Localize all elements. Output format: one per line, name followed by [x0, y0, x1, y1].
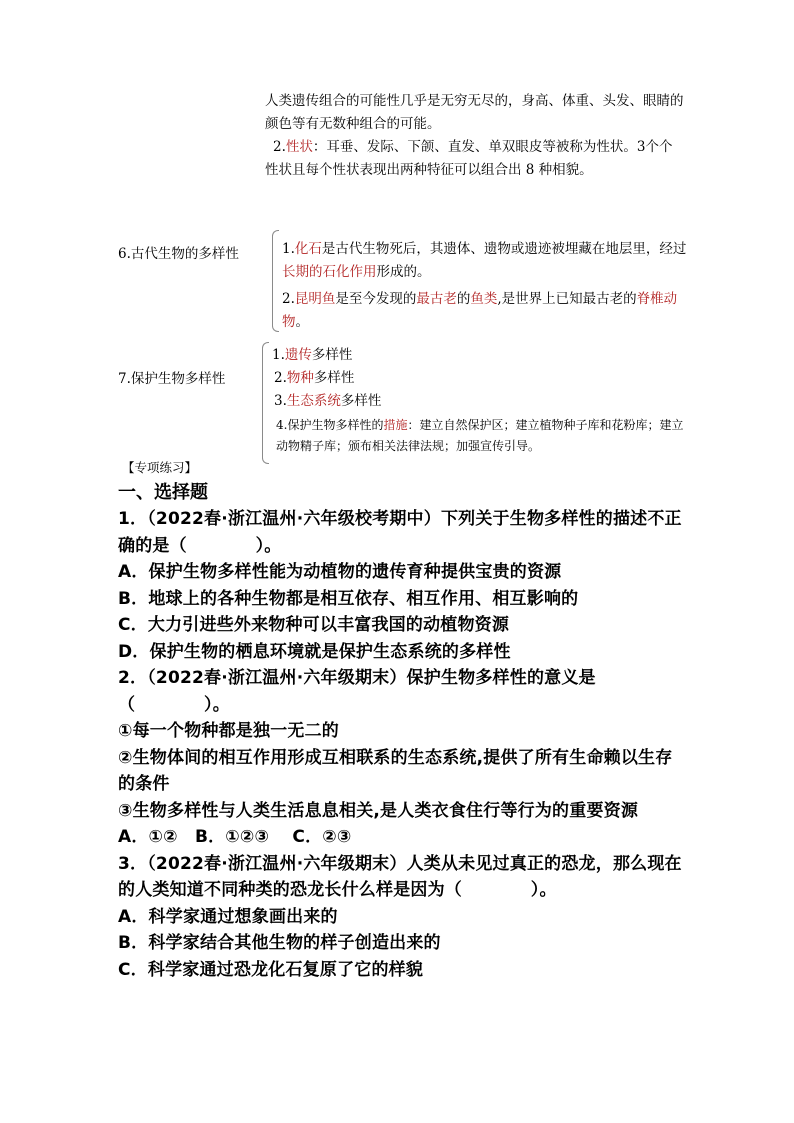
- item-num: 1.: [272, 347, 285, 363]
- item-num: 2.: [274, 370, 287, 386]
- term-trait: 性状: [285, 139, 313, 155]
- item-num: 2.: [282, 291, 295, 307]
- section6-brace: [272, 230, 279, 332]
- question-stem: 1．（2022春·浙江温州·六年级校考期中）下列关于生物多样性的描述不正确的是（ ）。: [118, 509, 682, 556]
- question-option: ①每一个物种都是独一无二的: [118, 721, 339, 741]
- intro-para1: 人类遗传组合的可能性几乎是无穷无尽的，身高、体重、头发、眼睛的颜色等有无数种组合的可能。: [265, 93, 684, 132]
- question-option: C．大力引进些外来物种可以丰富我国的动植物资源: [118, 615, 510, 635]
- question-option: A．保护生物多样性能为动植物的遗传育种提供宝贵的资源: [118, 562, 562, 582]
- section7-item2: [272, 367, 687, 390]
- term-measures: 措施: [383, 418, 408, 432]
- question-option: A．①② B．①②③ C．②③: [118, 827, 352, 847]
- intro-para2: [265, 136, 685, 182]
- question-2: [118, 665, 688, 851]
- question-stem: 3．（2022春·浙江温州·六年级期末）人类从未见过真正的恐龙，那么现在的人类知道不同种类的恐龙长什么样是因为（ ）。: [118, 853, 682, 900]
- item-text: 的: [456, 291, 471, 307]
- section7-title: 7.保护生物多样性: [118, 371, 226, 387]
- question-3: [118, 851, 688, 984]
- term-vertebrate: 脊椎动物: [282, 291, 678, 330]
- term-ecosystem: 生态系统: [286, 393, 341, 409]
- question-option: C．科学家通过恐龙化石复原了它的样貌: [118, 959, 424, 980]
- section6-item2: [282, 288, 687, 334]
- question-option: B．科学家结合其他生物的样子创造出来的: [118, 933, 441, 953]
- item-text: ,是世界上已知最古老的: [497, 291, 637, 307]
- term-kunming-fish: 昆明鱼: [294, 291, 336, 307]
- term-petrification: 长期的石化作用: [282, 264, 377, 280]
- section7-brace: [262, 342, 269, 464]
- question-option: A．科学家通过想象画出来的: [118, 906, 338, 927]
- section6-title: 6.古代生物的多样性: [118, 246, 239, 262]
- item-text: 多样性: [311, 347, 353, 363]
- section7-item4: [272, 415, 687, 457]
- term-fish: 鱼类: [470, 291, 498, 307]
- practice-tag: 【专项练习】: [122, 460, 198, 475]
- section6-content: [282, 238, 687, 334]
- question-option: D．保护生物的栖息环境就是保护生态系统的多样性: [118, 641, 511, 662]
- item-text: 是至今发现的: [335, 291, 417, 307]
- item-num: 3.: [274, 393, 287, 409]
- para2-num: 2.: [273, 139, 286, 155]
- section6-item1: [282, 238, 687, 284]
- question-1: [118, 506, 688, 665]
- term-species: 物种: [286, 370, 314, 386]
- item-text: 多样性: [313, 370, 355, 386]
- item-text: 形成的。: [376, 264, 431, 280]
- section7-item3: [272, 390, 687, 413]
- question-option: B．地球上的各种生物都是相互依存、相互作用、相互影响的: [118, 588, 579, 609]
- term-fossil: 化石: [294, 241, 322, 257]
- term-oldest: 最古老: [416, 291, 457, 307]
- item-num: 4.保护生物多样性的: [276, 418, 384, 432]
- question-option: ②生物体间的相互作用形成互相联系的生态系统,提供了所有生命赖以生存的条件: [118, 747, 673, 794]
- item-text: 多样性: [340, 393, 382, 409]
- term-genetic: 遗传: [284, 347, 312, 363]
- question-stem: 2．（2022春·浙江温州·六年级期末）保护生物多样性的意义是（ ）。: [118, 668, 596, 715]
- intro-text: [265, 90, 685, 182]
- item-text: ：建立自然保护区；建立植物种子库和花粉库；建立动物精子库；颁布相关法律法规；加强宣传引导。: [276, 418, 684, 453]
- item-text: 是古代生物死后，其遗体、遗物或遗迹被埋藏在地层里，经过: [321, 241, 687, 257]
- section7-item1: [272, 344, 687, 367]
- question-option: ③生物多样性与人类生活息息相关,是人类衣食住行等行为的重要资源: [118, 800, 639, 821]
- item-num: 1.: [282, 241, 295, 257]
- practice-heading: 一、选择题: [118, 482, 208, 503]
- practice-section: [118, 458, 688, 983]
- para2-rest: ：耳垂、发际、下颌、直发、单双眼皮等被称为性状。3个个性状且每个性状表现出两种特征可以组合出 8 种相貌。: [265, 139, 673, 178]
- item-text: 。: [295, 314, 309, 330]
- section7-content: [272, 344, 687, 457]
